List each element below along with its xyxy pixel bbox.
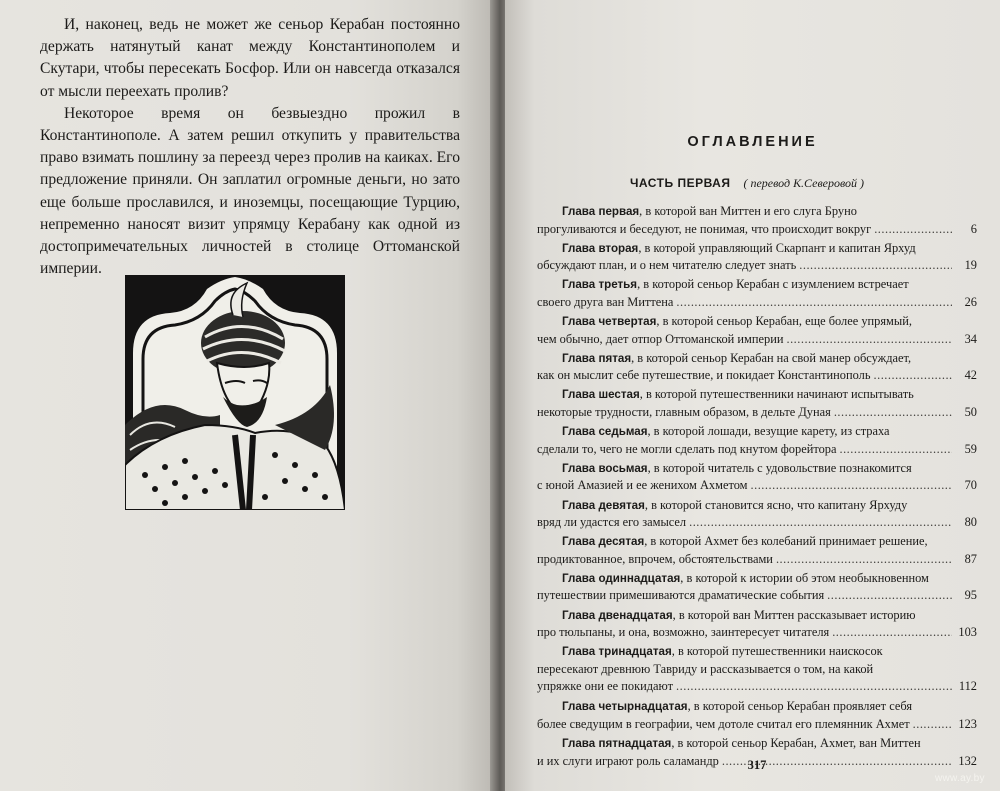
toc-chapter-description-end: упряжке они ее покидают — [537, 679, 674, 694]
left-page — [0, 0, 497, 791]
toc-entry — [537, 423, 977, 460]
toc-entry-last-line — [537, 551, 977, 569]
toc-page-number: 103 — [958, 625, 977, 640]
toc-chapter-name: Глава четырнадцатая — [562, 700, 688, 714]
toc-entry-last-line — [537, 331, 977, 349]
toc-entry-first-line — [537, 607, 977, 625]
toc-chapter-name: Глава шестая — [562, 388, 640, 402]
toc-page-number: 19 — [964, 258, 977, 273]
toc-entry-last-line — [537, 514, 977, 532]
toc-entry-first-line — [537, 643, 977, 661]
toc-leader-dots — [874, 221, 952, 239]
toc-entry-last-line — [537, 441, 977, 459]
toc-entry-first-line — [537, 240, 977, 258]
toc-chapter-description: , в которой читатель с удовольствие познакомится — [647, 460, 912, 475]
toc-chapter-description: , в которой ван Миттен и его слуга Бруно — [639, 204, 857, 218]
toc-chapter-name: Глава двенадцатая — [562, 608, 673, 622]
toc-entry — [537, 276, 977, 313]
toc-entry-last-line — [537, 221, 977, 239]
toc-entry-first-line — [537, 698, 977, 716]
toc-page-number: 59 — [964, 441, 977, 456]
toc-leader-dots — [751, 477, 952, 495]
toc-chapter-description-end: путешествии примешиваются драматические события — [537, 588, 825, 603]
toc-entry — [537, 698, 977, 735]
toc-chapter-description: , в которой Ахмет без колебаний принимает решение, — [644, 534, 928, 549]
toc-chapter-description-end: чем обычно, дает отпор Оттоманской империи — [537, 331, 784, 346]
toc-chapter-description: , в которой путешественники наискосок — [671, 644, 883, 659]
toc-chapter-name: Глава седьмая — [562, 425, 648, 439]
toc-entry — [537, 497, 977, 534]
toc-entry — [537, 203, 977, 240]
toc-leader-dots — [874, 367, 953, 385]
toc-entry-last-line — [537, 477, 977, 495]
toc-chapter-name: Глава четвертая — [562, 315, 657, 329]
toc-entry-last-line — [537, 404, 977, 422]
toc-chapter-description: , в которой становится ясно, что капитану Ярхуду — [644, 497, 908, 512]
toc-title: ОГЛАВЛЕНИЕ — [687, 134, 818, 150]
toc-entry-first-line — [537, 497, 977, 515]
toc-entry-last-line — [537, 678, 977, 696]
toc-chapter-name: Глава одиннадцатая — [562, 571, 681, 585]
toc-chapter-name: Глава третья — [562, 278, 638, 292]
toc-chapter-description-end: сделали то, чего не могли сделать под кнутом форейтора — [537, 441, 837, 456]
toc-chapter-description-end: как он мыслит себе путешествие, и покидает Константинополь — [537, 368, 871, 383]
part-translator-note: ( перевод К.Северовой ) — [743, 176, 865, 190]
toc-page-number: 26 — [964, 294, 977, 309]
portrait-engraving — [125, 275, 345, 510]
toc-entry — [537, 350, 977, 387]
toc-chapter-description: , в которой сеньор Керабан проявляет себя — [687, 699, 913, 714]
toc-entry-last-line — [537, 587, 977, 605]
toc-entry-first-line — [537, 203, 977, 221]
toc-chapter-description: , в которой управляющий Скарпант и капитан Ярхуд — [638, 240, 916, 255]
part-label: ЧАСТЬ ПЕРВАЯ — [630, 176, 731, 190]
toc-page-number: 123 — [958, 716, 977, 731]
toc-chapter-description: , в которой путешественники начинают испытывать — [639, 387, 914, 402]
toc-page-number: 50 — [964, 405, 977, 420]
toc-chapter-description-end: вряд ли удастся его замысел — [537, 515, 687, 530]
toc-entry-last-line — [537, 716, 977, 734]
toc-page-number: 34 — [964, 331, 977, 346]
kerabhan-portrait-illustration — [125, 275, 345, 510]
toc-entry-first-line — [537, 276, 977, 294]
toc-entry-last-line — [537, 624, 977, 642]
part-heading — [630, 176, 864, 191]
toc-entry — [537, 386, 977, 423]
toc-chapter-description-end: с юной Амазией и ее женихом Ахметом — [537, 478, 748, 493]
toc-entry-first-line — [537, 735, 977, 753]
toc-page-number: 132 — [958, 753, 977, 768]
left-page-text — [40, 14, 460, 280]
toc-page-number: 87 — [964, 551, 977, 566]
toc-chapter-name: Глава тринадцатая — [562, 645, 672, 659]
toc-page-number: 95 — [964, 588, 977, 603]
toc-entry — [537, 643, 977, 698]
toc-chapter-name: Глава восьмая — [562, 461, 648, 475]
toc-chapter-description-end: прогуливаются и беседуют, не понимая, что происходит вокруг — [537, 221, 872, 236]
toc-entry — [537, 607, 977, 644]
toc-leader-dots — [676, 294, 952, 312]
toc-page-number: 42 — [964, 368, 977, 383]
toc-chapter-description-end: и их слуги играют роль саламандр — [537, 753, 719, 768]
toc-entry — [537, 460, 977, 497]
toc-chapter-name: Глава вторая — [562, 241, 639, 255]
toc-leader-dots — [832, 624, 952, 642]
toc-leader-dots — [689, 514, 952, 532]
toc-leader-dots — [839, 441, 952, 459]
toc-entry-first-line — [537, 350, 977, 368]
toc-chapter-description-line: пересекают древнюю Тавриду и рассказывается о том, на какой — [537, 661, 874, 676]
toc-chapter-description-end: продиктованное, впрочем, обстоятельствами — [537, 551, 773, 566]
toc-chapter-description-end: про тюльпаны, и она, возможно, заинтересует читателя — [537, 625, 830, 640]
toc-entry-first-line — [537, 423, 977, 441]
toc-entry — [537, 533, 977, 570]
page-number: 317 — [747, 758, 767, 772]
toc-chapter-name: Глава десятая — [562, 535, 645, 549]
toc-chapter-name: Глава девятая — [562, 498, 645, 512]
toc-chapter-description: , в которой лошади, везущие карету, из страха — [647, 424, 890, 439]
toc-page-number: 80 — [964, 515, 977, 530]
toc-chapter-description: , в которой сеньор Керабан, Ахмет, ван Миттен — [671, 735, 921, 750]
toc-chapter-description: , в которой сеньор Керабан на свой манер обсуждает, — [631, 350, 912, 365]
toc-leader-dots — [776, 551, 952, 569]
toc-chapter-name: Глава пятая — [562, 351, 632, 365]
toc-leader-dots — [827, 587, 952, 605]
toc-entry-first-line — [537, 313, 977, 331]
toc-leader-dots — [913, 716, 952, 734]
toc-chapter-description-end: более сведущим в географии, чем дотоле считал его племянник Ахмет — [537, 716, 910, 731]
toc-page-number: 70 — [964, 478, 977, 493]
toc-entry-first-line — [537, 460, 977, 478]
toc-entry-last-line — [537, 367, 977, 385]
toc-chapter-description: , в которой ван Миттен рассказывает историю — [672, 607, 916, 622]
site-watermark: www.ay.by — [935, 773, 985, 784]
table-of-contents — [537, 203, 977, 772]
toc-entry — [537, 570, 977, 607]
toc-leader-dots — [799, 257, 952, 275]
toc-entry — [537, 313, 977, 350]
toc-chapter-description-end: своего друга ван Миттена — [537, 294, 674, 309]
toc-chapter-name: Глава первая — [562, 205, 640, 218]
toc-chapter-description: , в которой сеньор Керабан с изумлением встречает — [637, 277, 909, 292]
toc-chapter-description-end: обсуждают план, и о нем читателю следует знать — [537, 258, 797, 273]
toc-leader-dots — [786, 331, 952, 349]
toc-entry-last-line — [537, 294, 977, 312]
toc-page-number: 112 — [958, 679, 977, 694]
toc-entry-last-line — [537, 257, 977, 275]
toc-chapter-description: , в которой к истории об этом необыкновенном — [680, 570, 929, 585]
toc-entry — [537, 240, 977, 277]
toc-leader-dots — [834, 404, 952, 422]
toc-leader-dots — [676, 678, 952, 696]
toc-chapter-description-end: некоторые трудности, главным образом, в дельте Дуная — [537, 405, 831, 420]
toc-entry-first-line — [537, 570, 977, 588]
toc-chapter-name: Глава пятнадцатая — [562, 736, 672, 750]
toc-chapter-description: , в которой сеньор Керабан, еще более упрямый, — [656, 314, 912, 329]
paragraph: Некоторое время он безвыездно прожил в Константинополе. А затем решил откупить у правительства право взимать пошлину за переезд через пролив на каиках. Его предложение приняли. Он заплатил огромные деньги, но зато еще больше прославился, и иноземцы, посещающие Турцию, непременно наносят визит упрямцу Керабану как одной из достопримечательных личностей в столице Оттоманской империи. — [40, 104, 460, 278]
paragraph: И, наконец, ведь не может же сеньор Керабан постоянно держать натянутый канат между Константинополем и Скутари, чтобы пересекать Босфор. Или он навсегда отказался от мысли переехать пролив? — [40, 16, 460, 100]
toc-page-number: 6 — [970, 221, 977, 236]
toc-entry-first-line — [537, 533, 977, 551]
toc-entry-first-line — [537, 386, 977, 404]
